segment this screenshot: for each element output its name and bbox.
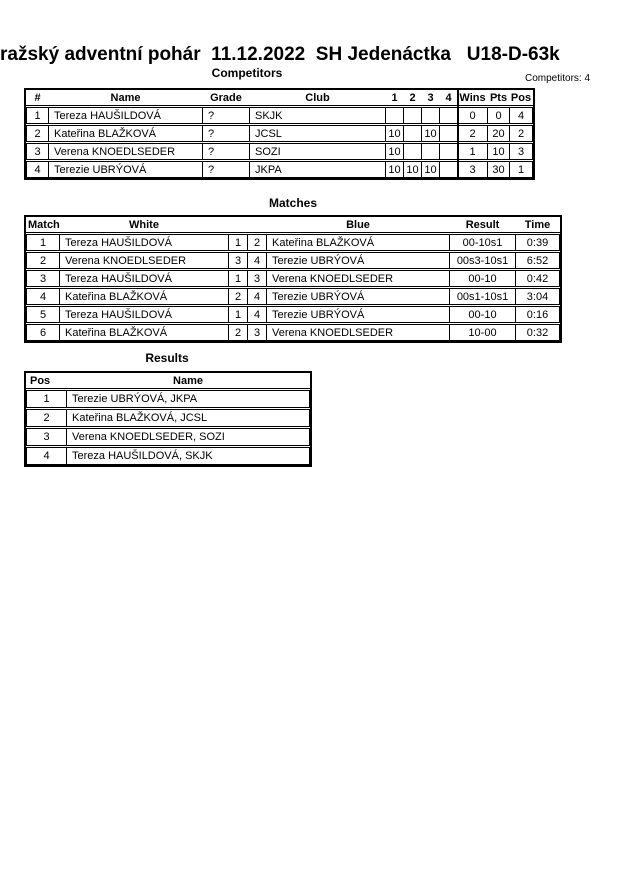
column-header-blue: Blue bbox=[346, 218, 370, 231]
blue-competitor-number: 2 bbox=[247, 234, 267, 251]
competitor-position: 2 bbox=[509, 125, 533, 142]
score-vs-3: 10 bbox=[421, 161, 440, 178]
competitors-table bbox=[24, 88, 535, 180]
competitor-wins: 1 bbox=[457, 143, 488, 160]
score-vs-4 bbox=[439, 161, 458, 178]
score-vs-3: 10 bbox=[421, 125, 440, 142]
competitor-club: JKPA bbox=[249, 161, 386, 178]
match-number: 1 bbox=[26, 234, 60, 251]
blue-competitor-number: 4 bbox=[247, 306, 267, 323]
competitor-club: SKJK bbox=[249, 107, 386, 124]
blue-competitor-name: Terezie UBRÝOVÁ bbox=[266, 288, 450, 305]
white-competitor-number: 2 bbox=[228, 324, 248, 341]
column-header-time: Time bbox=[524, 218, 551, 231]
section-title-matches: Matches bbox=[268, 196, 318, 210]
result-row bbox=[26, 409, 310, 427]
white-competitor-number: 1 bbox=[228, 234, 248, 251]
section-title-competitors: Competitors bbox=[211, 66, 283, 80]
white-competitor-number: 1 bbox=[228, 306, 248, 323]
result-position: 4 bbox=[26, 447, 67, 465]
blue-competitor-number: 4 bbox=[247, 252, 267, 269]
score-vs-4 bbox=[439, 107, 458, 124]
match-time: 0:39 bbox=[515, 234, 560, 251]
score-vs-3 bbox=[421, 143, 440, 160]
match-result: 10-00 bbox=[449, 324, 516, 341]
blue-competitor-name: Terezie UBRÝOVÁ bbox=[266, 252, 450, 269]
score-vs-1 bbox=[385, 107, 404, 124]
column-header-number: # bbox=[34, 91, 41, 104]
matches-header-row bbox=[26, 217, 560, 233]
blue-competitor-number: 4 bbox=[247, 288, 267, 305]
match-number: 3 bbox=[26, 270, 60, 287]
column-header-blue-number bbox=[247, 217, 267, 232]
result-position: 2 bbox=[26, 409, 67, 427]
competitor-position: 3 bbox=[509, 143, 533, 160]
score-vs-2 bbox=[403, 143, 422, 160]
match-result: 00-10s1 bbox=[449, 234, 516, 251]
score-vs-2 bbox=[403, 107, 422, 124]
score-vs-1: 10 bbox=[385, 161, 404, 178]
column-header-opponent-4: 4 bbox=[445, 91, 452, 104]
white-competitor-name: Tereza HAUŠILDOVÁ bbox=[59, 234, 229, 251]
blue-competitor-number: 3 bbox=[247, 324, 267, 341]
blue-competitor-name: Terezie UBRÝOVÁ bbox=[266, 306, 450, 323]
section-title-results: Results bbox=[145, 351, 189, 365]
result-position: 3 bbox=[26, 428, 67, 446]
competitor-grade: ? bbox=[202, 143, 250, 160]
column-header-grade: Grade bbox=[210, 91, 242, 104]
column-header-points: Pts bbox=[489, 91, 508, 104]
match-time: 0:16 bbox=[515, 306, 560, 323]
match-result: 00-10 bbox=[449, 306, 516, 323]
match-time: 6:52 bbox=[515, 252, 560, 269]
result-competitor: Tereza HAUŠILDOVÁ, SKJK bbox=[66, 447, 310, 465]
results-table bbox=[24, 371, 312, 467]
white-competitor-name: Kateřina BLAŽKOVÁ bbox=[59, 324, 229, 341]
competitor-name: Terezie UBRÝOVÁ bbox=[48, 161, 203, 178]
score-vs-4 bbox=[439, 125, 458, 142]
competitor-number: 4 bbox=[26, 161, 49, 178]
match-time: 0:32 bbox=[515, 324, 560, 341]
white-competitor-name: Verena KNOEDLSEDER bbox=[59, 252, 229, 269]
competitor-name: Kateřina BLAŽKOVÁ bbox=[48, 125, 203, 142]
column-header-position: Pos bbox=[510, 91, 532, 104]
competitor-points: 0 bbox=[487, 107, 510, 124]
competitor-points: 30 bbox=[487, 161, 510, 178]
competitor-number: 3 bbox=[26, 143, 49, 160]
column-header-name: Name bbox=[110, 91, 141, 104]
results-header-row bbox=[26, 373, 310, 389]
competitor-club: JCSL bbox=[249, 125, 386, 142]
score-vs-1: 10 bbox=[385, 143, 404, 160]
result-position: 1 bbox=[26, 390, 67, 408]
column-header-opponent-2: 2 bbox=[409, 91, 416, 104]
result-competitor: Terezie UBRÝOVÁ, JKPA bbox=[66, 390, 310, 408]
match-result: 00s3-10s1 bbox=[449, 252, 516, 269]
competitor-wins: 3 bbox=[457, 161, 488, 178]
match-row bbox=[26, 324, 560, 341]
white-competitor-name: Tereza HAUŠILDOVÁ bbox=[59, 270, 229, 287]
column-header-opponent-1: 1 bbox=[391, 91, 398, 104]
match-result: 00-10 bbox=[449, 270, 516, 287]
match-number: 2 bbox=[26, 252, 60, 269]
competitor-grade: ? bbox=[202, 125, 250, 142]
competitor-position: 4 bbox=[509, 107, 533, 124]
section-divider-line bbox=[457, 90, 459, 178]
white-competitor-number: 2 bbox=[228, 288, 248, 305]
tournament-title: ražský adventní pohár 11.12.2022 SH Jedenáctka U18-D-63k bbox=[0, 44, 560, 65]
match-number: 4 bbox=[26, 288, 60, 305]
competitors-count: Competitors: 4 bbox=[525, 73, 591, 84]
result-competitor: Kateřina BLAŽKOVÁ, JCSL bbox=[66, 409, 310, 427]
blue-competitor-number: 3 bbox=[247, 270, 267, 287]
blue-competitor-name: Verena KNOEDLSEDER bbox=[266, 270, 450, 287]
match-row bbox=[26, 288, 560, 305]
competitor-wins: 0 bbox=[457, 107, 488, 124]
blue-competitor-name: Kateřina BLAŽKOVÁ bbox=[266, 234, 450, 251]
match-row bbox=[26, 270, 560, 287]
white-competitor-name: Kateřina BLAŽKOVÁ bbox=[59, 288, 229, 305]
competitor-points: 20 bbox=[487, 125, 510, 142]
match-result: 00s1-10s1 bbox=[449, 288, 516, 305]
match-row bbox=[26, 306, 560, 323]
column-header-name: Name bbox=[173, 374, 203, 387]
result-competitor: Verena KNOEDLSEDER, SOZI bbox=[66, 428, 310, 446]
column-header-wins: Wins bbox=[459, 91, 486, 104]
column-header-white-number bbox=[228, 217, 248, 232]
result-row bbox=[26, 390, 310, 408]
column-header-white: White bbox=[129, 218, 159, 231]
match-row bbox=[26, 252, 560, 269]
match-row bbox=[26, 234, 560, 251]
result-row bbox=[26, 428, 310, 446]
competitor-grade: ? bbox=[202, 107, 250, 124]
score-vs-3 bbox=[421, 107, 440, 124]
competitor-club: SOZI bbox=[249, 143, 386, 160]
score-vs-2: 10 bbox=[403, 161, 422, 178]
competitor-name: Tereza HAUŠILDOVÁ bbox=[48, 107, 203, 124]
competitor-position: 1 bbox=[509, 161, 533, 178]
match-number: 6 bbox=[26, 324, 60, 341]
score-vs-2 bbox=[403, 125, 422, 142]
column-header-result: Result bbox=[465, 218, 500, 231]
column-header-opponent-3: 3 bbox=[427, 91, 434, 104]
competitor-number: 2 bbox=[26, 125, 49, 142]
matches-table bbox=[24, 215, 562, 343]
competitor-points: 10 bbox=[487, 143, 510, 160]
match-time: 3:04 bbox=[515, 288, 560, 305]
blue-competitor-name: Verena KNOEDLSEDER bbox=[266, 324, 450, 341]
result-row bbox=[26, 447, 310, 465]
competitor-number: 1 bbox=[26, 107, 49, 124]
competitor-wins: 2 bbox=[457, 125, 488, 142]
match-time: 0:42 bbox=[515, 270, 560, 287]
competitor-grade: ? bbox=[202, 161, 250, 178]
column-header-club: Club bbox=[305, 91, 330, 104]
column-header-position: Pos bbox=[30, 374, 51, 387]
white-competitor-number: 1 bbox=[228, 270, 248, 287]
score-vs-1: 10 bbox=[385, 125, 404, 142]
score-vs-4 bbox=[439, 143, 458, 160]
column-header-match: Match bbox=[28, 218, 60, 231]
white-competitor-name: Tereza HAUŠILDOVÁ bbox=[59, 306, 229, 323]
white-competitor-number: 3 bbox=[228, 252, 248, 269]
match-number: 5 bbox=[26, 306, 60, 323]
competitor-name: Verena KNOEDLSEDER bbox=[48, 143, 203, 160]
